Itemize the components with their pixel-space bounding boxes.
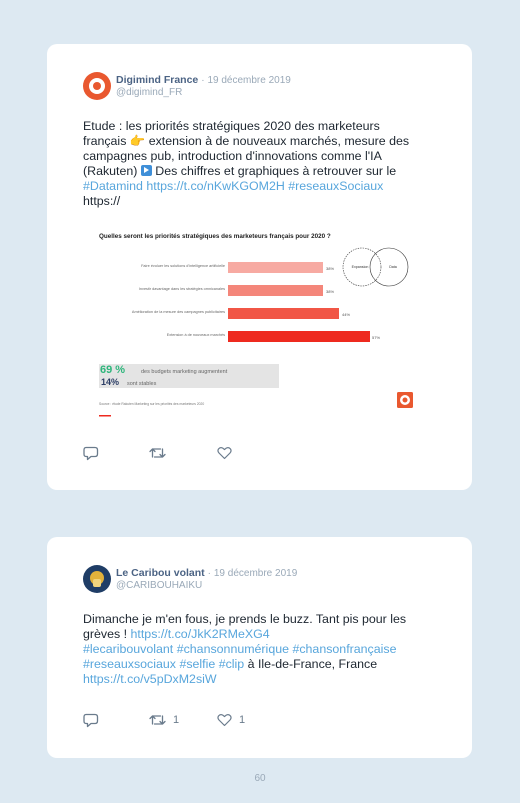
play-button-icon [141,165,152,176]
bar-value: 44% [342,312,351,317]
bar [228,331,370,342]
text-line: Dimanche je m'en fous, je prends le buzz. Tant pis pour les [83,612,407,626]
pointing-hand-icon: 👉 [129,134,146,148]
url-link[interactable]: https://t.co/v5pDxM2siW [83,672,217,686]
hashtag-link[interactable]: #chansonnumérique [176,642,289,656]
hashtag-link[interactable]: #Datamind [83,179,143,193]
like-count: 1 [239,714,246,726]
reply-button[interactable] [83,713,106,728]
retweet-button[interactable] [149,446,173,460]
avatar[interactable] [83,565,111,593]
user-line [116,567,297,579]
bar-label: Amélioration de la mesure des campagnes publicitaires [131,310,225,314]
tweet-text [83,119,443,209]
bar-row [132,308,351,319]
text-line: français [83,134,130,148]
tweet-text [83,612,443,687]
hashtag-link[interactable]: #reseauxSociaux [288,179,384,193]
stat-box [99,364,279,388]
heart-icon [217,713,232,727]
user-name[interactable]: Le Caribou volant [116,567,205,579]
hashtag-link[interactable]: #lecaribouvolant [83,642,174,656]
page-number: 60 [254,773,266,784]
text-line: campagnes pub, introduction d'innovations comme l'IA [83,149,382,163]
text-line: (Rakuten) [83,164,141,178]
stat-value: 14% [101,377,120,387]
logo-dot [403,398,408,403]
infographic-title: Quelles seront les priorités stratégiques des marketeurs français pour 2020 ? [99,233,331,240]
hashtag-link[interactable]: #reseauxsociaux [83,657,176,671]
user-handle[interactable]: @CARIBOUHAIKU [116,580,203,591]
bar [228,285,323,296]
brand-line [99,415,111,417]
source-note: Source : étude Rakuten Marketing sur les priorités des marketeurs 2020 [99,402,205,406]
user-handle[interactable]: @digimind_FR [116,87,183,98]
text-line: extension à de nouveaux marchés, mesure des [145,134,410,148]
tweet-date[interactable]: 19 décembre 2019 [207,75,291,86]
infographic-image[interactable] [97,230,417,430]
text-line: https:// [83,194,121,208]
venn-label: Data [389,265,397,269]
avatar[interactable] [83,72,111,100]
stat-text: des budgets marketing augmentent [141,369,228,375]
user-line [116,74,291,86]
retweet-button[interactable] [149,713,179,727]
bar-row [167,331,381,342]
like-button[interactable] [217,713,245,727]
url-link[interactable]: https://t.co/JkK2RMeXG4 [130,627,270,641]
venn-label: Expansion [351,265,369,269]
separator: · [201,75,205,86]
tweet-date[interactable]: 19 décembre 2019 [213,568,298,579]
bar-label: Extension à de nouveaux marchés [166,333,225,337]
tweet-card [47,44,472,490]
retweet-icon [149,446,166,460]
logo-dot [93,82,101,90]
retweet-icon [149,713,166,727]
separator: · [207,568,211,579]
hashtag-link[interactable]: #clip [218,657,245,671]
bar-label: Investir davantage dans les stratégies omnicanales [138,287,225,291]
text-line: Des chiffres et graphiques à retrouver sur le [151,164,397,178]
text-line: Etude : les priorités stratégiques 2020 des marketeurs [83,119,380,133]
tweet-card [47,537,472,758]
retweet-count: 1 [173,714,180,726]
bar-value: 57% [372,335,381,340]
like-button[interactable] [217,446,239,460]
heart-icon [217,446,232,460]
stat-value: 69 % [100,364,126,376]
stat-text: sont stables [127,381,157,387]
bar-label: Faire évoluer les solutions d'intelligence artificielle [141,264,225,268]
reply-button[interactable] [83,446,106,461]
bar-row [139,285,335,296]
bar-value: 38% [326,289,335,294]
user-name[interactable]: Digimind France [116,74,199,86]
hashtag-link[interactable]: #selfie [179,657,216,671]
reply-icon [83,713,99,728]
bar [228,308,339,319]
bar-row [141,262,334,273]
text-line: grèves ! [83,627,131,641]
location-text: à Ile-de-France, France [244,657,378,671]
bar [228,262,323,273]
bar-value: 38% [326,266,335,271]
reply-icon [83,446,99,461]
avatar-emblem-base [93,579,101,587]
url-link[interactable]: https://t.co/nKwKGOM2H [146,179,285,193]
hashtag-link[interactable]: #chansonfrançaise [292,642,397,656]
